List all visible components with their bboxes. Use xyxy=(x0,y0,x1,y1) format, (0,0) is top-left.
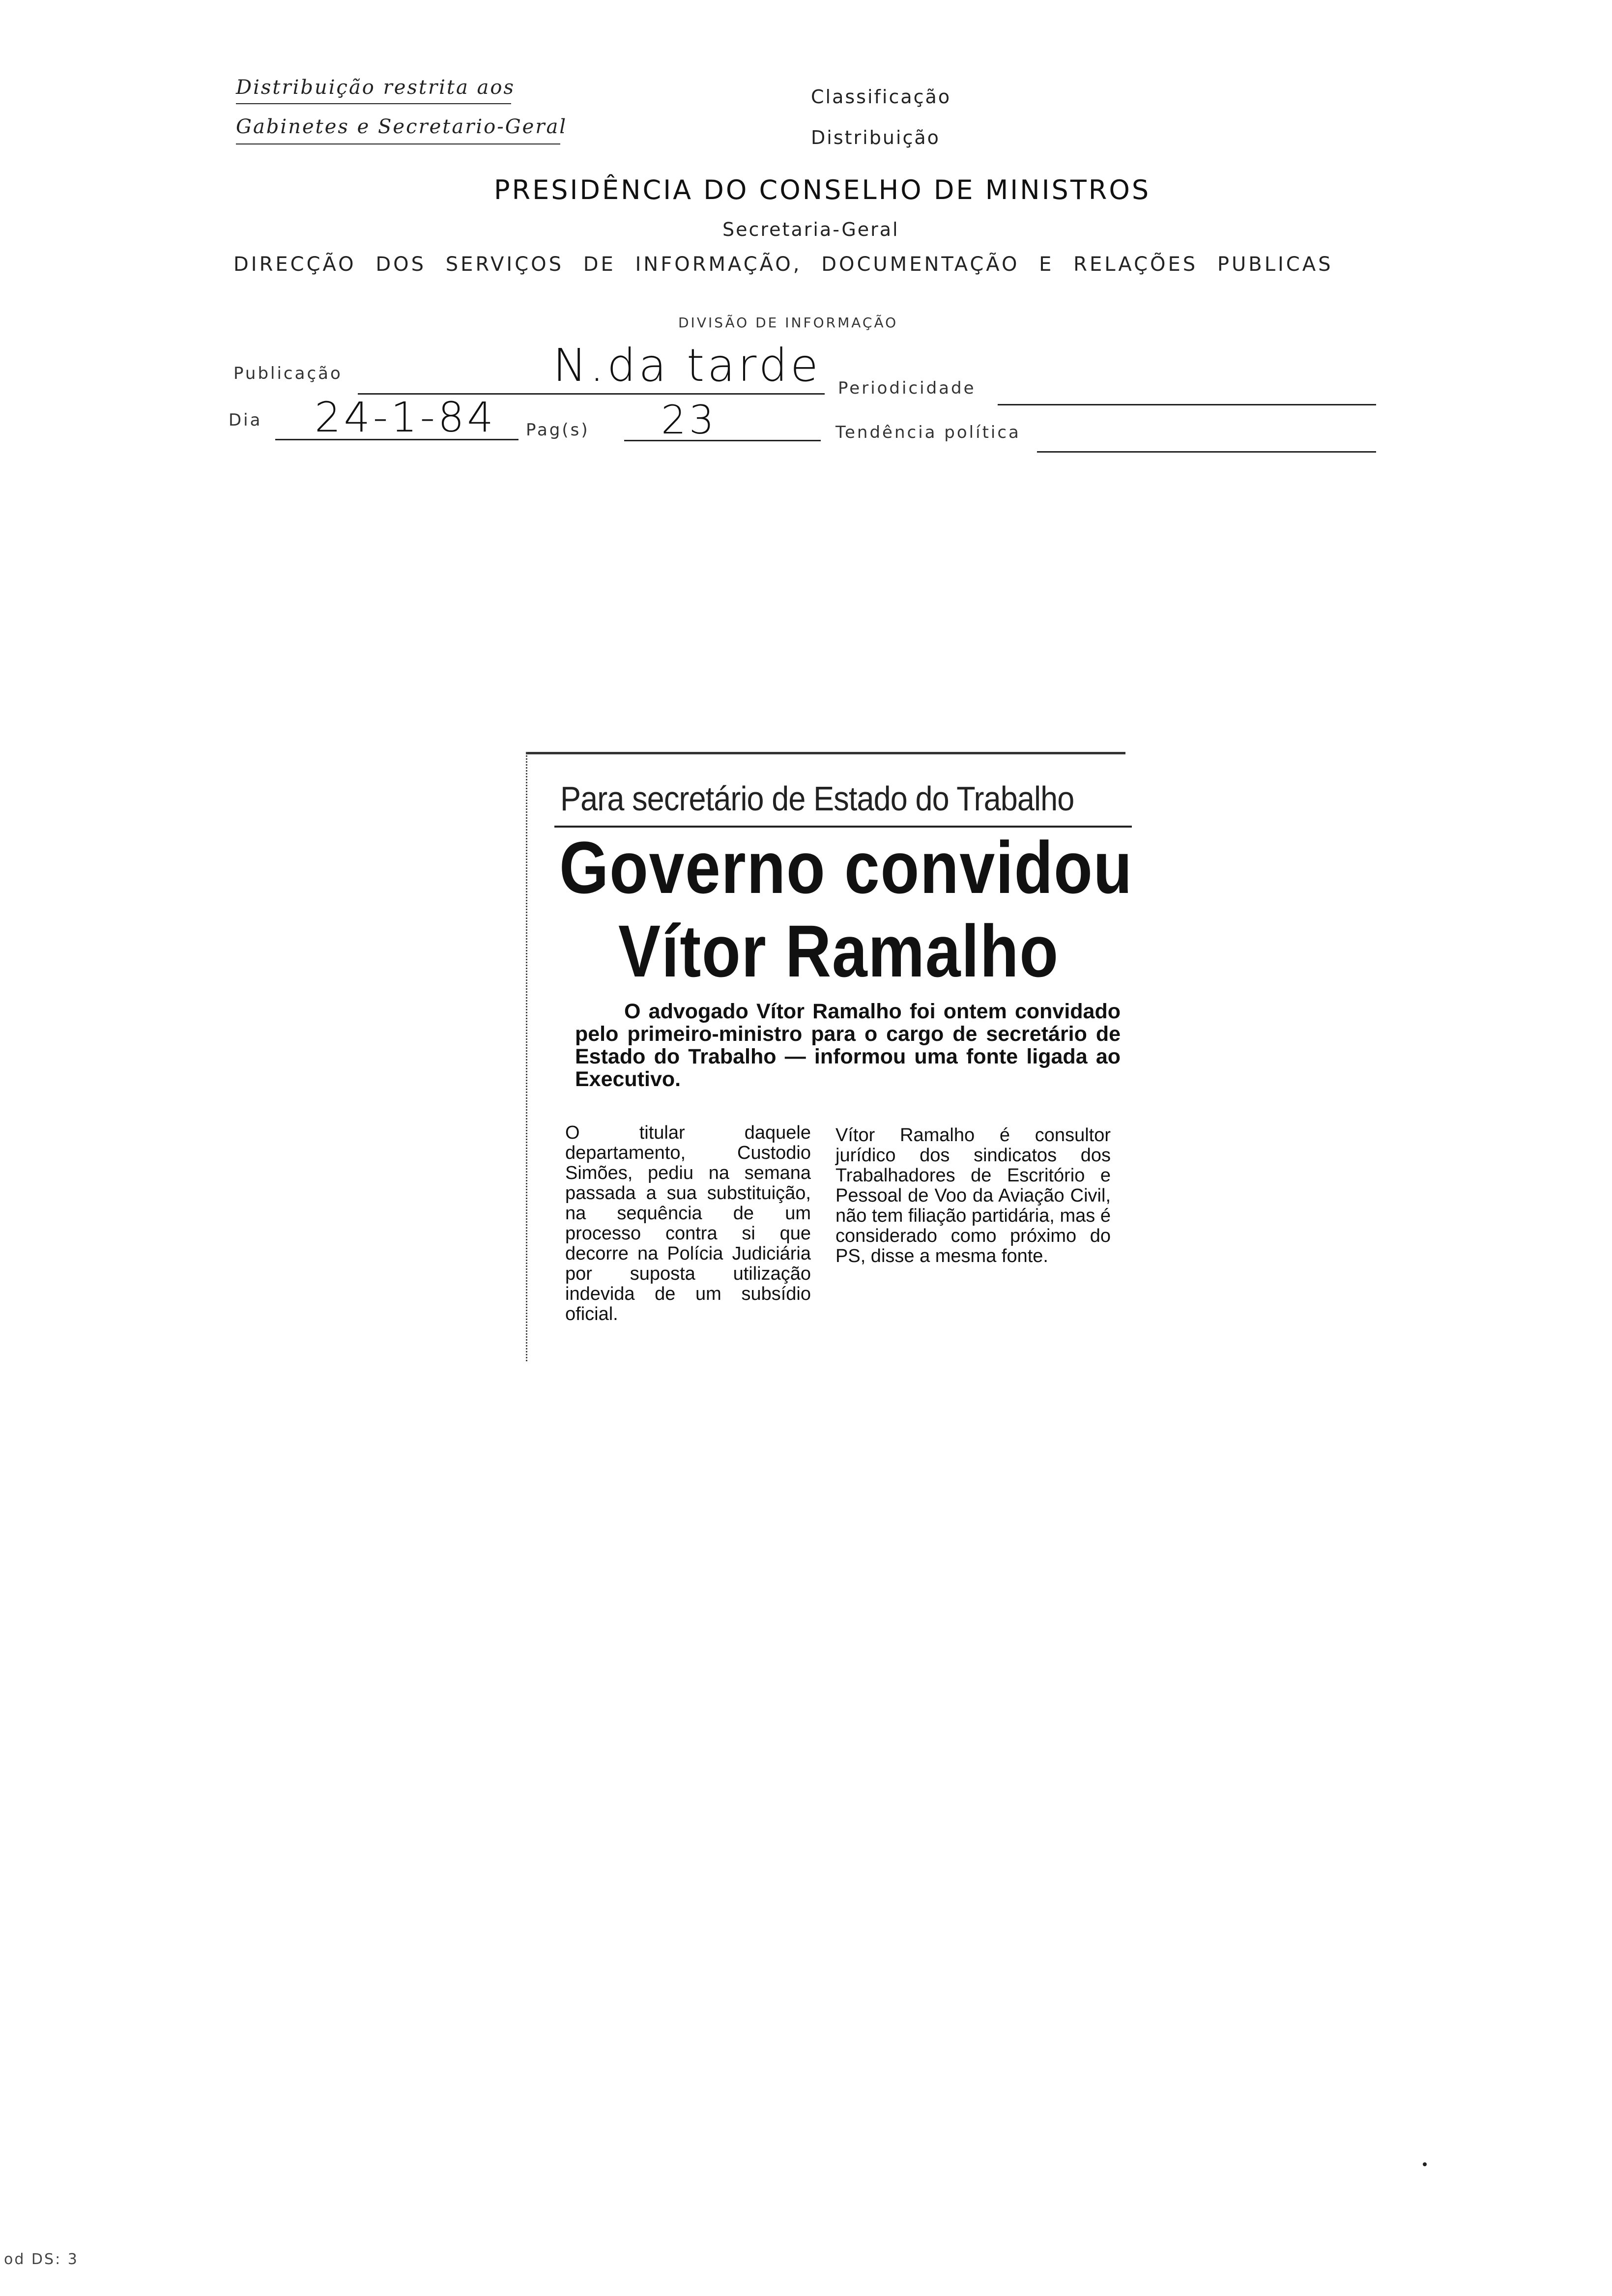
distribuicao-label: Distribuição xyxy=(811,127,940,148)
newspaper-clipping xyxy=(516,752,1133,1366)
article-column-1: O titular daquele departamento, Custodio Simões, pediu na semana passada a sua substituição, na sequência de um processo contra si que decorre na Polícia Judiciária por suposta utilização indevida de um subsídio oficial. xyxy=(565,1122,811,1324)
dia-label: Dia xyxy=(229,410,262,430)
tendencia-line xyxy=(1037,451,1376,453)
publicacao-label: Publicação xyxy=(233,364,343,383)
periodicidade-label: Periodicidade xyxy=(838,378,976,398)
clipping-top-border xyxy=(526,752,1125,754)
page-subtitle: Secretaria-Geral xyxy=(722,219,899,240)
publicacao-value: N.da tarde xyxy=(553,339,821,392)
speck-mark xyxy=(1423,2162,1427,2166)
restriction-line-2: Gabinetes e Secretario-Geral xyxy=(236,115,568,138)
lead-paragraph xyxy=(575,1000,1121,1091)
dia-value: 24-1-84 xyxy=(315,393,496,441)
footer-code: od DS: 3 xyxy=(4,2251,79,2268)
headline-line-1: Governo convidou xyxy=(559,826,1133,909)
classificacao-label: Classificação xyxy=(811,86,951,108)
pags-label: Pag(s) xyxy=(526,420,590,440)
clipping-kicker: Para secretário de Estado do Trabalho xyxy=(560,779,1074,818)
tendencia-label: Tendência política xyxy=(835,423,1021,442)
lead-text: O advogado Vítor Ramalho foi ontem convidado pelo primeiro-ministro para o cargo de secretário de Estado do Trabalho — informou uma fonte ligada ao Executivo. xyxy=(575,1000,1121,1091)
article-column-2: Vítor Ramalho é consultor jurídico dos sindicatos dos Trabalhadores de Escritório e Pessoal de Voo da Aviação Civil, não tem filiação partidária, mas é considerado como próximo do PS, disse a mesma fonte. xyxy=(835,1125,1111,1266)
divisao-line: DIVISÃO DE INFORMAÇÃO xyxy=(678,315,898,331)
pags-line xyxy=(624,440,821,441)
periodicidade-line xyxy=(998,404,1376,405)
restriction-underline-1 xyxy=(236,103,511,104)
restriction-line-1: Distribuição restrita aos xyxy=(236,76,515,99)
clipping-left-border xyxy=(526,752,527,1361)
pags-value: 23 xyxy=(661,397,717,443)
page-title: PRESIDÊNCIA DO CONSELHO DE MINISTROS xyxy=(494,174,1151,205)
headline-line-2: Vítor Ramalho xyxy=(618,910,1059,992)
direccao-line: DIRECÇÃO DOS SERVIÇOS DE INFORMAÇÃO, DOCUMENTAÇÃO E RELAÇÕES PUBLICAS xyxy=(233,253,1333,276)
